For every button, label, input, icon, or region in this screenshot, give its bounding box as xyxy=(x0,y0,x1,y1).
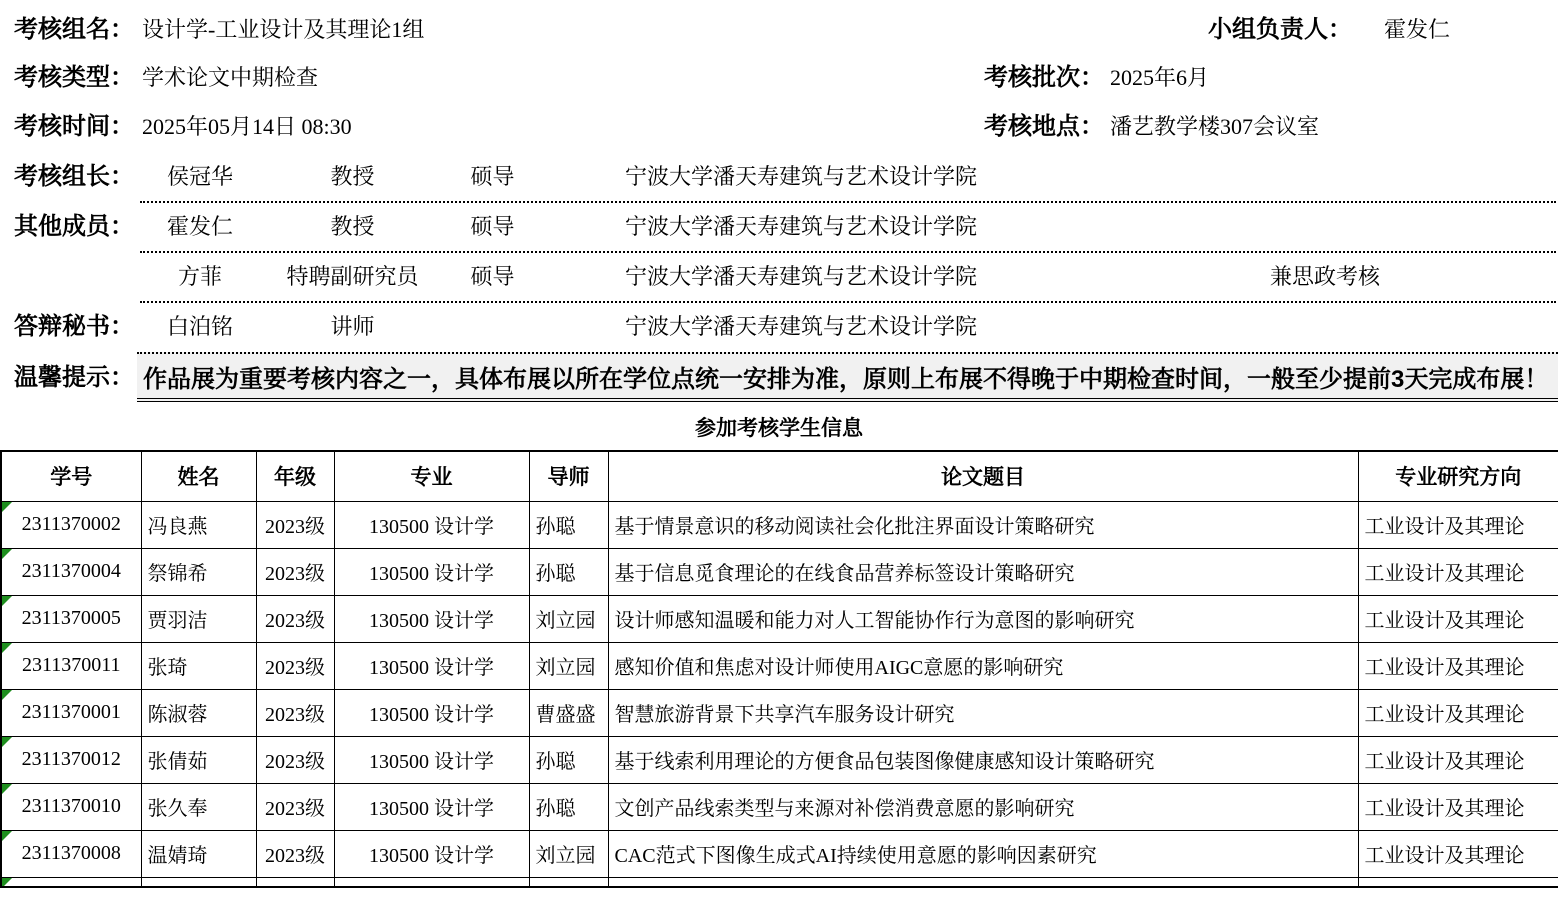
member-supervisor-type: 硕导 xyxy=(470,264,515,289)
cell-research-direction: 工业设计及其理论 xyxy=(1358,501,1558,548)
cell-advisor: 孙聪 xyxy=(529,736,608,783)
cell-research-direction: 工业设计及其理论 xyxy=(1358,689,1558,736)
cell-name: 张久奉 xyxy=(141,783,256,830)
member-name: 霍发仁 xyxy=(166,214,233,239)
cell-student-id: 2311370002 xyxy=(1,501,141,548)
student-row xyxy=(1,830,1558,877)
cell-thesis-title: 基于线索利用理论的方便食品包装图像健康感知设计策略研究 xyxy=(608,736,1358,783)
cell-research-direction: 工业设计及其理论 xyxy=(1358,736,1558,783)
header-major: 专业 xyxy=(334,451,529,501)
student-row xyxy=(1,548,1558,595)
cell-name: 张琦 xyxy=(141,642,256,689)
student-table-title: 参加考核学生信息 xyxy=(695,417,863,440)
time-value: 2025年05月14日 08:30 xyxy=(142,114,352,139)
cell-flag-icon xyxy=(2,831,12,841)
cell-student-id: 2311370008 xyxy=(1,830,141,877)
row-committee-chair xyxy=(0,163,1558,191)
cell-student-id: 2311370004 xyxy=(1,548,141,595)
cell-flag-icon xyxy=(2,643,12,653)
student-row xyxy=(1,689,1558,736)
cell-student-id: 2311370005 xyxy=(1,595,141,642)
cell-advisor: 刘立园 xyxy=(529,642,608,689)
cell-flag-icon xyxy=(2,690,12,700)
cell-major: 130500 设计学 xyxy=(334,548,529,595)
chair-title: 教授 xyxy=(330,164,375,189)
cell-name: 贾羽洁 xyxy=(141,595,256,642)
cell-flag-icon xyxy=(2,549,12,559)
dotted-separator xyxy=(140,301,1556,303)
student-row xyxy=(1,595,1558,642)
cell-name: 冯良燕 xyxy=(141,501,256,548)
cell-major: 130500 设计学 xyxy=(334,830,529,877)
cell-flag-icon xyxy=(2,737,12,747)
secretary-label: 答辩秘书： xyxy=(14,313,134,340)
leader-value: 霍发仁 xyxy=(1384,17,1451,42)
cell-thesis-title: CAC范式下图像生成式AI持续使用意愿的影响因素研究 xyxy=(608,830,1358,877)
cell-major: 130500 设计学 xyxy=(334,736,529,783)
cell-advisor: 刘立园 xyxy=(529,830,608,877)
cell-flag-icon xyxy=(2,784,12,794)
cell-grade: 2023级 xyxy=(256,830,334,877)
cell-student-id: 2311370010 xyxy=(1,783,141,830)
header-row xyxy=(1,451,1558,501)
row-assessment-time xyxy=(0,113,1558,141)
cell-advisor: 孙聪 xyxy=(529,548,608,595)
header-name: 姓名 xyxy=(141,451,256,501)
cell-flag-icon xyxy=(2,878,12,888)
student-row-clipped xyxy=(1,877,1558,887)
member-name: 方菲 xyxy=(177,264,222,289)
secretary-affiliation: 宁波大学潘天寿建筑与艺术设计学院 xyxy=(625,314,978,339)
dotted-separator xyxy=(140,251,1556,253)
member-affiliation: 宁波大学潘天寿建筑与艺术设计学院 xyxy=(625,264,978,289)
cell-major: 130500 设计学 xyxy=(334,783,529,830)
cell-grade: 2023级 xyxy=(256,689,334,736)
tip-box xyxy=(137,352,1558,402)
cell-thesis-title: 基于情景意识的移动阅读社会化批注界面设计策略研究 xyxy=(608,501,1358,548)
header-advisor: 导师 xyxy=(529,451,608,501)
chair-supervisor-type: 硕导 xyxy=(470,164,515,189)
cell-research-direction: 工业设计及其理论 xyxy=(1358,830,1558,877)
cell-thesis-title: 基于信息觅食理论的在线食品营养标签设计策略研究 xyxy=(608,548,1358,595)
chair-name: 侯冠华 xyxy=(166,164,233,189)
cell-thesis-title: 感知价值和焦虑对设计师使用AIGC意愿的影响研究 xyxy=(608,642,1358,689)
tip-text: 作品展为重要考核内容之一，具体布展以所在学位点统一安排为准，原则上布展不得晚于中期检查时间，一般至少提前3天完成布展！ xyxy=(143,365,1549,393)
cell-thesis-title: 文创产品线索类型与来源对补偿消费意愿的影响研究 xyxy=(608,783,1358,830)
row-committee-member-1 xyxy=(0,213,1558,241)
type-value: 学术论文中期检查 xyxy=(142,65,319,90)
cell-name: 祭锦希 xyxy=(141,548,256,595)
cell-thesis-title: 设计师感知温暖和能力对人工智能协作行为意图的影响研究 xyxy=(608,595,1358,642)
member-title: 教授 xyxy=(330,214,375,239)
student-table xyxy=(0,450,1558,888)
secretary-name: 白泊铭 xyxy=(166,314,233,339)
member-supervisor-type: 硕导 xyxy=(470,214,515,239)
cell-advisor: 曹盛盛 xyxy=(529,689,608,736)
cell-grade: 2023级 xyxy=(256,736,334,783)
member-title: 特聘副研究员 xyxy=(286,264,419,289)
cell-advisor: 孙聪 xyxy=(529,783,608,830)
cell-research-direction: 工业设计及其理论 xyxy=(1358,642,1558,689)
cell-flag-icon xyxy=(2,502,12,512)
cell-grade: 2023级 xyxy=(256,642,334,689)
cell-research-direction: 工业设计及其理论 xyxy=(1358,595,1558,642)
cell-name: 陈淑蓉 xyxy=(141,689,256,736)
secretary-title: 讲师 xyxy=(330,314,375,339)
tip-label: 温馨提示： xyxy=(14,364,134,391)
cell-advisor: 孙聪 xyxy=(529,501,608,548)
student-row xyxy=(1,783,1558,830)
location-label: 考核地点： xyxy=(984,113,1104,140)
cell-advisor: 刘立园 xyxy=(529,595,608,642)
leader-label: 小组负责人： xyxy=(1208,16,1352,43)
group-name-label: 考核组名： xyxy=(14,16,134,43)
cell-name: 张倩茹 xyxy=(141,736,256,783)
header-thesis-title: 论文题目 xyxy=(608,451,1358,501)
cell-major: 130500 设计学 xyxy=(334,689,529,736)
cell-major: 130500 设计学 xyxy=(334,501,529,548)
chair-label: 考核组长： xyxy=(14,163,134,190)
type-label: 考核类型： xyxy=(14,64,134,91)
student-row xyxy=(1,736,1558,783)
location-value: 潘艺教学楼307会议室 xyxy=(1110,114,1320,139)
cell-grade: 2023级 xyxy=(256,548,334,595)
header-research-direction: 专业研究方向 xyxy=(1358,451,1558,501)
row-assessment-type xyxy=(0,64,1558,92)
student-row xyxy=(1,501,1558,548)
student-row xyxy=(1,642,1558,689)
cell-student-id: 2311370011 xyxy=(1,642,141,689)
row-committee-member-2 xyxy=(0,263,1558,291)
header-grade: 年级 xyxy=(256,451,334,501)
members-label: 其他成员： xyxy=(14,213,134,240)
cell-major: 130500 设计学 xyxy=(334,642,529,689)
cell-grade: 2023级 xyxy=(256,595,334,642)
cell-thesis-title: 智慧旅游背景下共享汽车服务设计研究 xyxy=(608,689,1358,736)
group-name-value: 设计学-工业设计及其理论1组 xyxy=(142,17,425,42)
chair-affiliation: 宁波大学潘天寿建筑与艺术设计学院 xyxy=(625,164,978,189)
time-label: 考核时间： xyxy=(14,113,134,140)
batch-value: 2025年6月 xyxy=(1110,65,1210,90)
cell-research-direction: 工业设计及其理论 xyxy=(1358,548,1558,595)
cell-major: 130500 设计学 xyxy=(334,595,529,642)
cell-grade: 2023级 xyxy=(256,501,334,548)
cell-flag-icon xyxy=(2,596,12,606)
row-group-name xyxy=(0,16,1558,44)
dotted-separator xyxy=(140,201,1556,203)
member-note: 兼思政考核 xyxy=(1270,264,1381,289)
cell-name: 温婧琦 xyxy=(141,830,256,877)
member-affiliation: 宁波大学潘天寿建筑与艺术设计学院 xyxy=(625,214,978,239)
cell-student-id xyxy=(1,877,141,887)
cell-student-id: 2311370001 xyxy=(1,689,141,736)
cell-student-id: 2311370012 xyxy=(1,736,141,783)
batch-label: 考核批次： xyxy=(984,64,1104,91)
row-secretary xyxy=(0,313,1558,341)
cell-research-direction: 工业设计及其理论 xyxy=(1358,783,1558,830)
cell-grade: 2023级 xyxy=(256,783,334,830)
header-student-id: 学号 xyxy=(1,451,141,501)
